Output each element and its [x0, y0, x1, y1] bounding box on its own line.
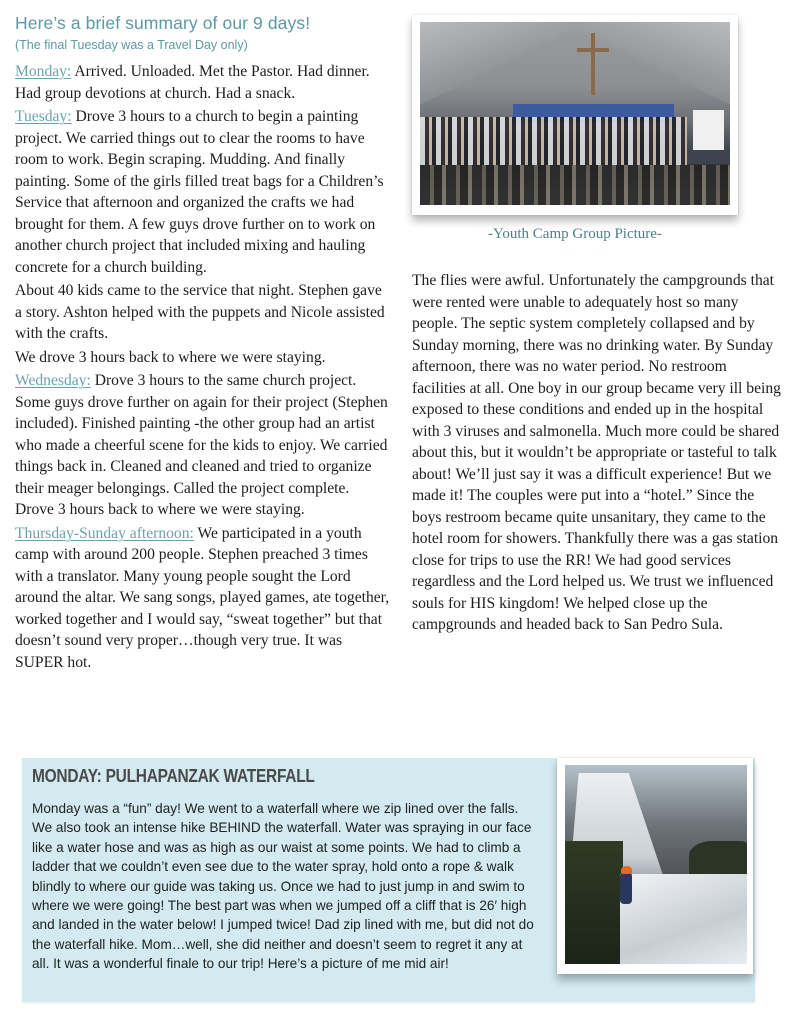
day-label-tuesday[interactable]: Tuesday:	[15, 108, 72, 125]
entry-monday	[15, 61, 390, 104]
day-label-monday[interactable]: Monday:	[15, 63, 72, 80]
group-photo-image	[420, 22, 730, 205]
entry-thursday-sunday	[15, 523, 390, 674]
photo-roof-left	[420, 22, 575, 104]
youth-camp-group-photo	[412, 15, 738, 215]
summary-heading: Here’s a brief summary of our 9 days!	[15, 13, 311, 33]
callout-title: MONDAY: PULHAPANZAK WATERFALL	[32, 766, 315, 786]
entry-drive-back	[15, 347, 390, 369]
entry-wednesday	[15, 370, 390, 521]
entry-text: About 40 kids came to the service that night. Stephen gave a story. Ashton helped with the puppets and Nicole assisted with the crafts.	[15, 282, 385, 342]
entry-text: Drove 3 hours to a church to begin a painting project. We carried things out to clear the rooms to have room to work. Begin scraping. Mudding. And finally painting. Some of the girls filled treat bags for a Children’s Service that afternoon and organized the crafts we had brought for them. A few guys drove further on to work on another church project that included mixing and hauling concrete for a church building.	[15, 108, 384, 276]
entry-text: Arrived. Unloaded. Met the Pastor. Had dinner. Had group devotions at church. Had a snack.	[15, 63, 370, 102]
photo-roof-right	[575, 22, 730, 104]
camp-story-column	[412, 270, 782, 638]
cross-icon-bar	[577, 48, 609, 52]
photo-helmet	[621, 866, 632, 874]
day-label-thursday-sunday[interactable]: Thursday-Sunday afternoon:	[15, 524, 194, 542]
entry-tuesday	[15, 106, 390, 278]
entry-text: We drove 3 hours back to where we were staying.	[15, 348, 326, 366]
entry-kids-service	[15, 280, 390, 345]
entry-text: Drove 3 hours to the same church project. Some guys drove further on again for their project (Stephen included). Finished painting -the other group had an artist who made a cheerful scene for the kids to enjoy. We carried things back in. Cleaned and cleaned and tried to organize their meager belongings. Called the project complete. Drove 3 hours back to where we were staying.	[15, 372, 388, 518]
day-label-wednesday[interactable]: Wednesday:	[15, 372, 91, 389]
waterfall-photo	[557, 758, 753, 974]
photo-person	[620, 872, 632, 904]
cross-icon	[591, 33, 595, 95]
photo-chairs	[420, 165, 730, 205]
photo-splash	[620, 874, 747, 964]
photo-rock-left	[565, 841, 623, 964]
photo-rock-right	[689, 841, 747, 877]
waterfall-photo-image	[565, 765, 747, 964]
summary-column	[15, 12, 390, 675]
group-photo-caption: -Youth Camp Group Picture-	[488, 226, 662, 242]
photo-screen	[693, 110, 724, 150]
callout-text: Monday was a “fun” day! We went to a waterfall where we zip lined over the falls. We also took an intense hike BEHIND the waterfall. Water was spraying in our face like a water hose and was as high as our waist at some points. We had to climb a ladder that we couldn’t even see due to the water spray, hold onto a rope & walk blindly to where our guide was taking us. Once we had to just jump in and swim to where we were going! The best part was when we jumped off a cliff that is 26′ high and landed in the water below! I jumped twice! Dad zip lined with me, but did not do the waterfall hike. Mom…well, she did neither and doesn’t seem to regret it any at all. It was a wonderful finale to our trip! Here’s a picture of me mid air!	[32, 801, 534, 972]
summary-subheading: (The final Tuesday was a Travel Day only)	[15, 38, 248, 52]
camp-story-text: The flies were awful. Unfortunately the campgrounds that were rented were unable to adequately host so many people. The septic system completely collapsed and by Sunday morning, there was no drinking water. By Sunday afternoon, there was no water period. No restroom facilities at all. One boy in our group became very ill being exposed to these conditions and ended up in the hospital with 3 viruses and salmonella. Much more could be shared about this, but it wouldn’t be appropriate or tasteful to talk about! We’ll just say it was a difficult experience! But we made it! The couples were put into a “hotel.” Since the boys restroom became quite unsanitary, they came to the hotel room for showers. Thankfully there was a gas station close for trips to use the RR! We had good services regardless and the Lord helped us. We trust we influenced souls for HIS kingdom! We helped close up the campgrounds and headed back to San Pedro Sula.	[412, 272, 781, 633]
photo-crowd	[420, 117, 687, 165]
entry-text: We participated in a youth camp with around 200 people. Stephen preached 3 times with a translator. Many young people sought the Lord around the altar. We sang songs, played games, ate together, worked together and I would say, “sweat together” but that doesn’t sound very proper…though very true. It was SUPER hot.	[15, 524, 390, 671]
